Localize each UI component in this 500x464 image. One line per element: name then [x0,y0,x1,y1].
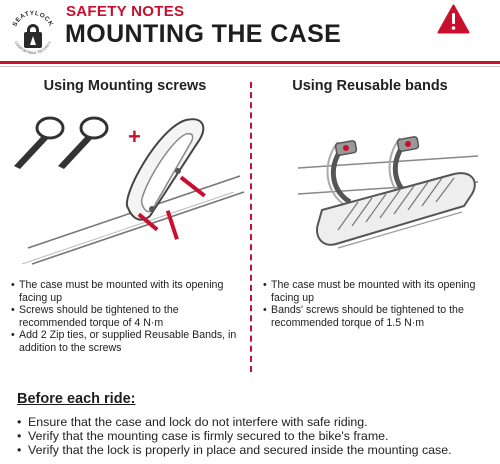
reusable-bands-illustration [258,106,496,266]
left-bullet-list [11,279,243,354]
page-title: MOUNTING THE CASE [65,20,342,48]
right-bullet-list [263,279,495,329]
list-item: • Ensure that the case and lock do not interfere with safe riding. [17,415,497,429]
before-ride-list [17,415,497,457]
safety-notes-kicker: SAFETY NOTES [66,3,185,20]
header-divider-red [0,61,500,64]
zip-tie-icon [37,118,107,138]
seatylock-logo [6,4,60,58]
warning-triangle-icon [437,4,470,34]
logo-tagline: COMFORTABLE SECURITY [13,40,53,56]
column-divider [250,82,252,372]
before-ride-title: Before each ride: [17,391,136,407]
mounting-screws-illustration [8,106,248,266]
right-column-heading: Using Reusable bands [292,78,448,94]
list-item: • Verify that the lock is properly in place and secured inside the mounting case. [17,443,497,457]
logo-brand-text: SEATYLOCK [11,9,55,28]
list-item: • Bands' screws should be tightened to the recommended torque of 1.5 N·m [263,304,495,329]
list-item: • Screws should be tightened to the recommended torque of 4 N·m [11,304,243,329]
header-divider-grey [0,66,500,67]
left-column-heading: Using Mounting screws [43,78,207,94]
list-item: • Verify that the mounting case is firmly secured to the bike's frame. [17,429,497,443]
list-item: • Add 2 Zip ties, or supplied Reusable Bands, in addition to the screws [11,329,243,354]
list-item: • The case must be mounted with its opening facing up [11,279,243,304]
plus-sign: + [128,124,141,149]
list-item: • The case must be mounted with its opening facing up [263,279,495,304]
